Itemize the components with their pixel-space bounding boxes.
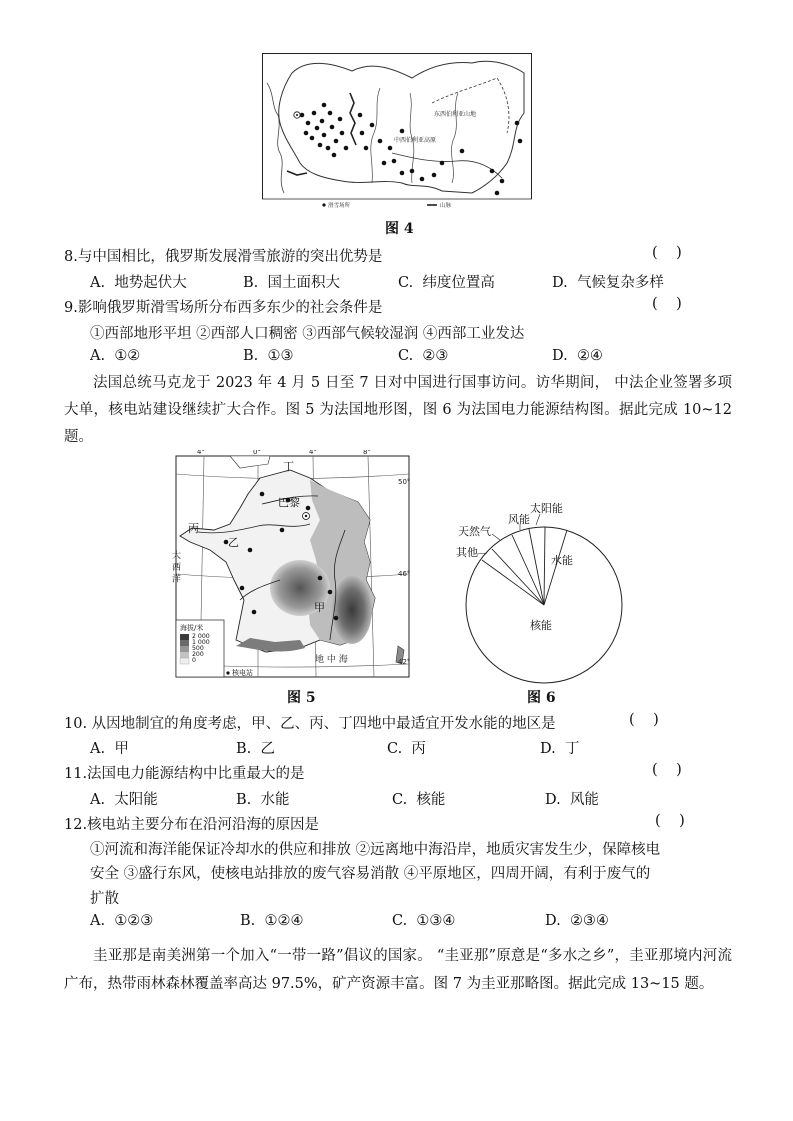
q10-option-a[interactable] bbox=[90, 737, 129, 758]
pie-label-gas: 天然气 bbox=[458, 525, 491, 538]
option-text: ①③④ bbox=[416, 913, 456, 929]
legend-value: 500 bbox=[192, 645, 204, 652]
label-paris: 巴黎 bbox=[278, 496, 300, 509]
option-key: A. bbox=[90, 275, 106, 291]
legend-mountain: 山脉 bbox=[440, 203, 452, 209]
label-central-siberian-plateau: 中西伯利亚高原 bbox=[394, 137, 437, 144]
figure-5-caption: 图 5 bbox=[287, 690, 316, 706]
option-text: 气候复杂多样 bbox=[576, 275, 664, 291]
q10-option-c[interactable] bbox=[387, 737, 426, 758]
pie-label-nuclear: 核能 bbox=[530, 619, 552, 632]
option-key: C. bbox=[392, 792, 408, 808]
option-key: D. bbox=[552, 348, 568, 364]
figure-6-pie bbox=[452, 492, 642, 687]
option-key: C. bbox=[398, 275, 414, 291]
lat-label: 46° bbox=[398, 570, 411, 578]
legend-plant: 核电站 bbox=[232, 669, 253, 677]
option-key: B. bbox=[236, 741, 252, 757]
pie-label-other: 其他 bbox=[456, 546, 478, 559]
option-key: A. bbox=[90, 741, 106, 757]
q8-option-a[interactable] bbox=[90, 271, 187, 292]
legend-ski: 滑雪场所 bbox=[328, 203, 351, 209]
q9-option-a[interactable] bbox=[90, 348, 140, 364]
q11-stem: 11.法国电力能源结构中比重最大的是 bbox=[64, 766, 305, 782]
q12-answer-paren: ( ) bbox=[655, 813, 685, 829]
q12-stem: 12.核电站主要分布在沿河沿海的原因是 bbox=[64, 817, 320, 833]
q12-items-line1: ①河流和海洋能保证冷却水的供应和排放 ②远离地中海沿岸，地质灾害发生少，保障核电 bbox=[90, 842, 661, 858]
option-text: 国土面积大 bbox=[267, 275, 340, 291]
label-bing: 丙 bbox=[188, 522, 199, 535]
q8-answer-paren: ( ) bbox=[652, 245, 682, 261]
option-text: 水能 bbox=[260, 792, 290, 808]
lon-label: 0° bbox=[253, 450, 261, 456]
option-text: ②③ bbox=[422, 348, 449, 364]
pie-label-hydro: 水能 bbox=[551, 554, 573, 567]
option-key: B. bbox=[243, 275, 259, 291]
q10-stem: 10. 从因地制宜的角度考虑，甲、乙、丙、丁四地中最适宜开发水能的地区是 bbox=[64, 716, 556, 732]
q12-items-line3: 扩散 bbox=[90, 891, 119, 907]
option-key: D. bbox=[540, 741, 556, 757]
option-text: ②④ bbox=[576, 348, 603, 364]
option-text: 太阳能 bbox=[114, 792, 158, 808]
q10-answer-paren: ( ) bbox=[629, 712, 659, 728]
option-text: ①②③ bbox=[114, 913, 154, 929]
pie-label-wind: 风能 bbox=[508, 513, 530, 526]
pie-label-solar: 太阳能 bbox=[530, 502, 563, 515]
q12-items-line2: 安全 ③盛行东风，使核电站排放的废气容易消散 ④平原地区，四周开阔，有利于废气的 bbox=[90, 866, 651, 882]
plant-dot-icon bbox=[226, 671, 229, 674]
q10-option-d[interactable] bbox=[540, 737, 579, 758]
label-ding: 丁 bbox=[283, 460, 294, 473]
russia-map-svg bbox=[262, 53, 532, 210]
label-jia: 甲 bbox=[314, 601, 325, 614]
legend-value: 1 000 bbox=[192, 639, 210, 646]
legend-value: 200 bbox=[192, 651, 204, 658]
q11-option-d[interactable] bbox=[545, 788, 599, 809]
q9-stem: 9.影响俄罗斯滑雪场所分布西多东少的社会条件是 bbox=[64, 300, 383, 316]
option-text: 丙 bbox=[411, 741, 426, 757]
option-text: ①② bbox=[114, 348, 141, 364]
leader-line bbox=[492, 534, 500, 540]
legend-value: 2 000 bbox=[192, 633, 210, 640]
lon-label: 8° bbox=[363, 450, 371, 456]
option-key: C. bbox=[392, 913, 408, 929]
option-key: D. bbox=[545, 913, 561, 929]
leader-line bbox=[536, 514, 540, 525]
q11-option-c[interactable] bbox=[392, 788, 445, 809]
q8-stem: 8.与中国相比，俄罗斯发展滑雪旅游的突出优势是 bbox=[64, 249, 383, 265]
label-yi: 乙 bbox=[228, 536, 239, 549]
option-key: D. bbox=[552, 275, 568, 291]
ski-dot-icon bbox=[322, 203, 325, 206]
label-atlantic: 大 西 洋 bbox=[170, 550, 180, 583]
q9-option-c[interactable] bbox=[398, 348, 448, 364]
label-east-siberian-mountains: 东西伯利亚山地 bbox=[434, 111, 477, 118]
q8-option-c[interactable] bbox=[398, 271, 495, 292]
option-text: 丁 bbox=[564, 741, 580, 757]
option-text: 纬度位置高 bbox=[422, 275, 495, 291]
option-key: C. bbox=[398, 348, 414, 364]
legend-value: 0 bbox=[192, 657, 196, 664]
figure-4-caption: 图 4 bbox=[385, 221, 414, 237]
lat-label: 50° bbox=[398, 478, 411, 486]
option-text: 乙 bbox=[260, 741, 275, 757]
q12-option-c[interactable] bbox=[392, 913, 455, 929]
q10-option-b[interactable] bbox=[236, 737, 275, 758]
option-key: B. bbox=[236, 792, 252, 808]
option-key: C. bbox=[387, 741, 403, 757]
q8-option-b[interactable] bbox=[243, 271, 340, 292]
option-text: 核能 bbox=[416, 792, 446, 808]
q9-option-b[interactable] bbox=[243, 348, 293, 364]
option-key: A. bbox=[90, 913, 106, 929]
lon-label: 4° bbox=[197, 450, 205, 456]
q11-option-b[interactable] bbox=[236, 788, 289, 809]
energy-pie-svg bbox=[452, 492, 642, 687]
option-text: 地势起伏大 bbox=[114, 275, 187, 291]
legend-title: 海拔/米 bbox=[180, 624, 204, 632]
lat-label: 42° bbox=[398, 658, 411, 666]
option-key: B. bbox=[243, 348, 259, 364]
q12-option-a[interactable] bbox=[90, 913, 153, 929]
option-text: 风能 bbox=[569, 792, 599, 808]
q8-option-d[interactable] bbox=[552, 271, 664, 292]
option-key: A. bbox=[90, 348, 106, 364]
q9-items: ①西部地形平坦 ②西部人口稠密 ③西部气候较湿润 ④西部工业发达 bbox=[90, 326, 525, 342]
label-mediterranean: 地 中 海 bbox=[315, 655, 348, 665]
option-text: ①③ bbox=[267, 348, 294, 364]
lon-label: 4° bbox=[309, 450, 317, 456]
q11-answer-paren: ( ) bbox=[652, 762, 682, 778]
q9-answer-paren: ( ) bbox=[652, 296, 682, 312]
q9-option-d[interactable] bbox=[552, 348, 603, 364]
passage-france: 法国总统马克龙于 2023 年 4 月 5 日至 7 日对中国进行国事访问。访华期间， 中法企业签署多项大单，核电站建设继续扩大合作。图 5 为法国地形图，图 6 为法国电力能源结构图。据此完成 10~12 题。 bbox=[64, 375, 732, 445]
figure-5-map bbox=[170, 450, 415, 682]
passage-guyana: 圭亚那是南美洲第一个加入“一带一路”倡议的国家。 “圭亚那”原意是“多水之乡”，圭亚那境内河流广布，热带雨林森林覆盖率高达 97.5%，矿产资源丰富。图 7 为圭亚那略图。据此完成 13~15 题。 bbox=[64, 948, 732, 992]
option-key: B. bbox=[240, 913, 256, 929]
france-map-svg bbox=[170, 450, 415, 682]
option-key: A. bbox=[90, 792, 106, 808]
option-text: ①②④ bbox=[264, 913, 304, 929]
q12-option-d[interactable] bbox=[545, 913, 609, 929]
option-key: D. bbox=[545, 792, 561, 808]
option-text: ②③④ bbox=[569, 913, 609, 929]
option-text: 甲 bbox=[114, 741, 129, 757]
figure-6-caption: 图 6 bbox=[527, 690, 556, 706]
q12-option-b[interactable] bbox=[240, 913, 303, 929]
figure-4-map bbox=[262, 53, 532, 210]
q11-option-a[interactable] bbox=[90, 788, 158, 809]
